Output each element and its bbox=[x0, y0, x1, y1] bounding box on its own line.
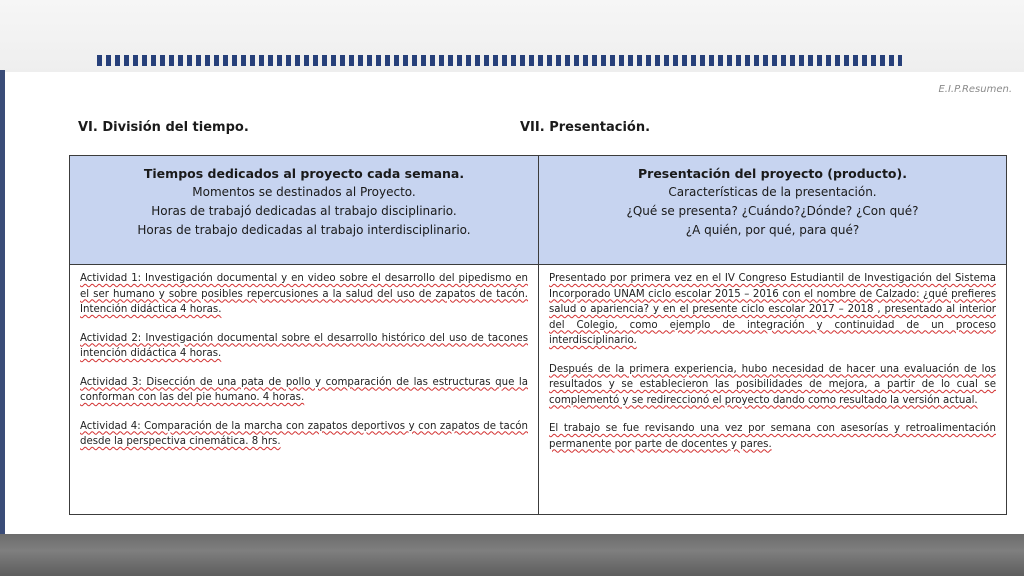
activity-paragraph: Actividad 4: Comparación de la marcha con zapatos deportivos y con zapatos de tacón desde la perspectiva cinemática. 8 hrs. bbox=[80, 420, 528, 447]
decorative-dashed-rule bbox=[97, 55, 902, 66]
schedule-presentation-table bbox=[69, 155, 1007, 515]
footer-band bbox=[0, 534, 1024, 576]
presentation-header-cell bbox=[538, 156, 1006, 264]
presentation-paragraph: Después de la primera experiencia, hubo necesidad de hacer una evaluación de los resultados y se establecieron las posibilidades de mejora, a partir de lo cual se complementó y se redireccionó el proyecto dando como resultado la versión actual. bbox=[549, 363, 996, 406]
time-header-line: Horas de trabajó dedicadas al trabajo disciplinario. bbox=[151, 204, 457, 218]
presentation-cell bbox=[538, 265, 1006, 514]
presentation-header-line: ¿A quién, por qué, para qué? bbox=[685, 223, 860, 237]
activity-paragraph: Actividad 1: Investigación documental y en video sobre el desarrollo del pipedismo en el ser humano y sobre posibles repercusiones a la salud del uso de zapatos de tacón. Intención didáctica 4 horas. bbox=[80, 273, 528, 315]
presentation-paragraph: El trabajo se fue revisando una vez por semana con asesorías y retroalimentación permanente por parte de docentes y pares. bbox=[549, 423, 996, 450]
activity-paragraph: Actividad 3: Disección de una pata de pollo y comparación de las estructuras que la conforman con las del pie humano. 4 horas. bbox=[80, 376, 528, 403]
table-header-row bbox=[70, 156, 1006, 265]
time-header-cell bbox=[70, 156, 538, 264]
activity-paragraph: Actividad 2: Investigación documental sobre el desarrollo histórico del uso de tacones intención didáctica 4 horas. bbox=[80, 332, 528, 359]
activities-cell bbox=[70, 265, 538, 514]
time-header-line: Horas de trabajo dedicadas al trabajo interdisciplinario. bbox=[137, 223, 471, 237]
presentation-header-title: Presentación del proyecto (producto). bbox=[638, 166, 907, 181]
presentation-header-line: ¿Qué se presenta? ¿Cuándo?¿Dónde? ¿Con qué? bbox=[626, 204, 919, 218]
time-header-title: Tiempos dedicados al proyecto cada semana. bbox=[143, 166, 465, 181]
time-header-line: Momentos se destinados al Proyecto. bbox=[192, 185, 416, 199]
table-body-row bbox=[70, 265, 1006, 514]
presentation-paragraph: Presentado por primera vez en el IV Congreso Estudiantil de Investigación del Sistema Incorporado UNAM ciclo escolar 2015 – 2016 con el nombre de Calzado: ¿qué prefieres salud o apariencia? y en el presente ciclo escolar 2017 – 2018 , presentado al interior del Colegio, como ejemplo de integración y continuidad de un proceso interdisciplinario. bbox=[549, 273, 996, 346]
presentation-header-line: Características de la presentación. bbox=[668, 185, 877, 199]
document-image bbox=[5, 72, 1024, 534]
section-vi-heading: VI. División del tiempo. bbox=[78, 120, 249, 135]
document-tag: E.I.P.Resumen. bbox=[938, 84, 1012, 95]
section-vii-heading: VII. Presentación. bbox=[520, 120, 651, 135]
